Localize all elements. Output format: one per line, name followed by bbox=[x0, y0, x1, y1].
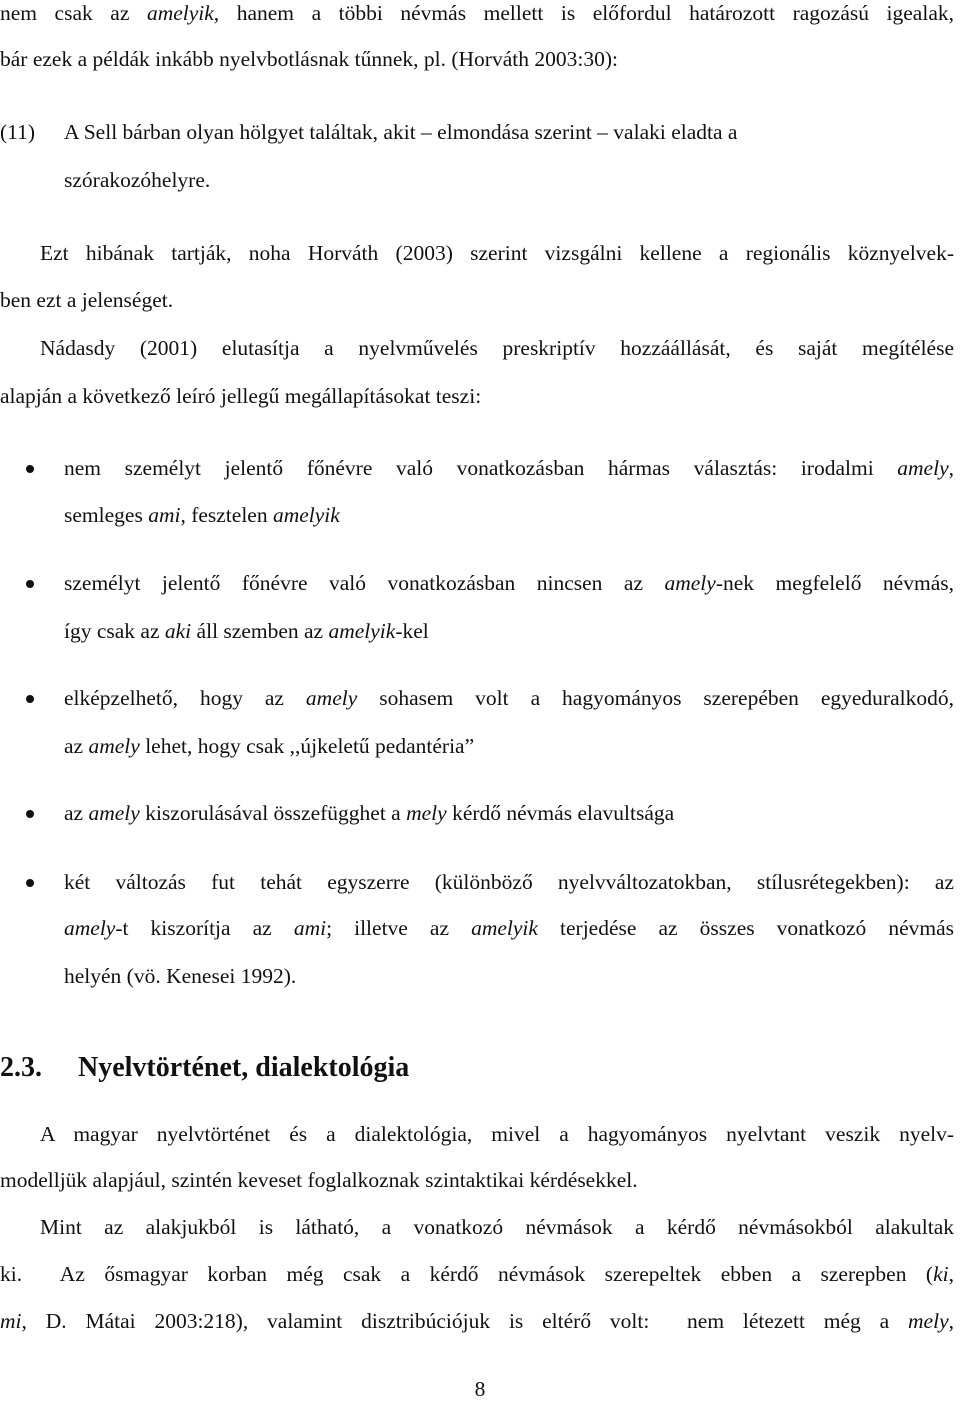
bullet-text: személyt jelentő főnévre való vonatkozásban nincsen az amely-nek megfelelő névmás, bbox=[64, 571, 954, 595]
paragraph-line: alapján a következő leíró jellegű megállapításokat teszi: bbox=[0, 384, 482, 408]
paragraph-line: ki. Az ősmagyar korban még csak a kérdő névmások szerepeltek ebben a szerepben (ki, bbox=[0, 1262, 954, 1286]
text-line: nem csak az amelyik, hanem a többi névmás mellett is előfordul határozott ragozású igealak, bbox=[0, 1, 954, 25]
example-number: (11) bbox=[0, 120, 36, 144]
example-text: szórakozóhelyre. bbox=[64, 168, 211, 192]
bullet-text: amely-t kiszorítja az ami; illetve az amelyik terjedése az összes vonatkozó névmás bbox=[64, 916, 954, 940]
bullet-text: az amely kiszorulásával összefügghet a mely kérdő névmás elavultsága bbox=[64, 801, 675, 825]
bullet-text: semleges ami, fesztelen amelyik bbox=[64, 503, 340, 527]
bullet-text: helyén (vö. Kenesei 1992). bbox=[64, 964, 297, 988]
example-text: A Sell bárban olyan hölgyet találtak, akit – elmondása szerint – valaki eladta a bbox=[64, 120, 738, 144]
bullet-text: így csak az aki áll szemben az amelyik-kel bbox=[64, 619, 429, 643]
text-line: bár ezek a példák inkább nyelvbotlásnak tűnnek, pl. (Horváth 2003:30): bbox=[0, 47, 618, 71]
paragraph-line: mi, D. Mátai 2003:218), valamint disztribúciójuk is eltérő volt: nem létezett még a mely, bbox=[0, 1309, 954, 1333]
bullet-text: az amely lehet, hogy csak ,,újkeletű pedantéria” bbox=[64, 734, 475, 758]
bullet-dot bbox=[26, 810, 34, 818]
paragraph-line: Nádasdy (2001) elutasítja a nyelvművelés preskriptív hozzáállását, és saját megítélése bbox=[40, 336, 954, 360]
bullet-text: elképzelhető, hogy az amely sohasem volt a hagyományos szerepében egyeduralkodó, bbox=[64, 686, 954, 710]
bullet-dot bbox=[26, 879, 34, 887]
bullet-dot bbox=[26, 580, 34, 588]
section-number: 2.3. bbox=[0, 1052, 42, 1083]
section-title: Nyelvtörténet, dialektológia bbox=[78, 1052, 410, 1083]
paragraph-line: modelljük alapjául, szintén keveset foglalkoznak szintaktikai kérdésekkel. bbox=[0, 1168, 638, 1192]
page-number: 8 bbox=[474, 1377, 486, 1401]
paragraph-line: Ezt hibának tartják, noha Horváth (2003) szerint vizsgálni kellene a regionális köznyelvek- bbox=[40, 241, 954, 265]
bullet-text: nem személyt jelentő főnévre való vonatkozásban hármas választás: irodalmi amely, bbox=[64, 456, 954, 480]
bullet-dot bbox=[26, 465, 34, 473]
bullet-dot bbox=[26, 695, 34, 703]
paragraph-line: ben ezt a jelenséget. bbox=[0, 288, 174, 312]
paragraph-line: Mint az alakjukból is látható, a vonatkozó névmások a kérdő névmásokból alakultak bbox=[40, 1215, 954, 1239]
bullet-text: két változás fut tehát egyszerre (különböző nyelvváltozatokban, stílusrétegekben): az bbox=[64, 870, 954, 894]
paragraph-line: A magyar nyelvtörténet és a dialektológia, mivel a hagyományos nyelvtant veszik nyelv- bbox=[40, 1122, 954, 1146]
section-heading bbox=[0, 1052, 409, 1084]
